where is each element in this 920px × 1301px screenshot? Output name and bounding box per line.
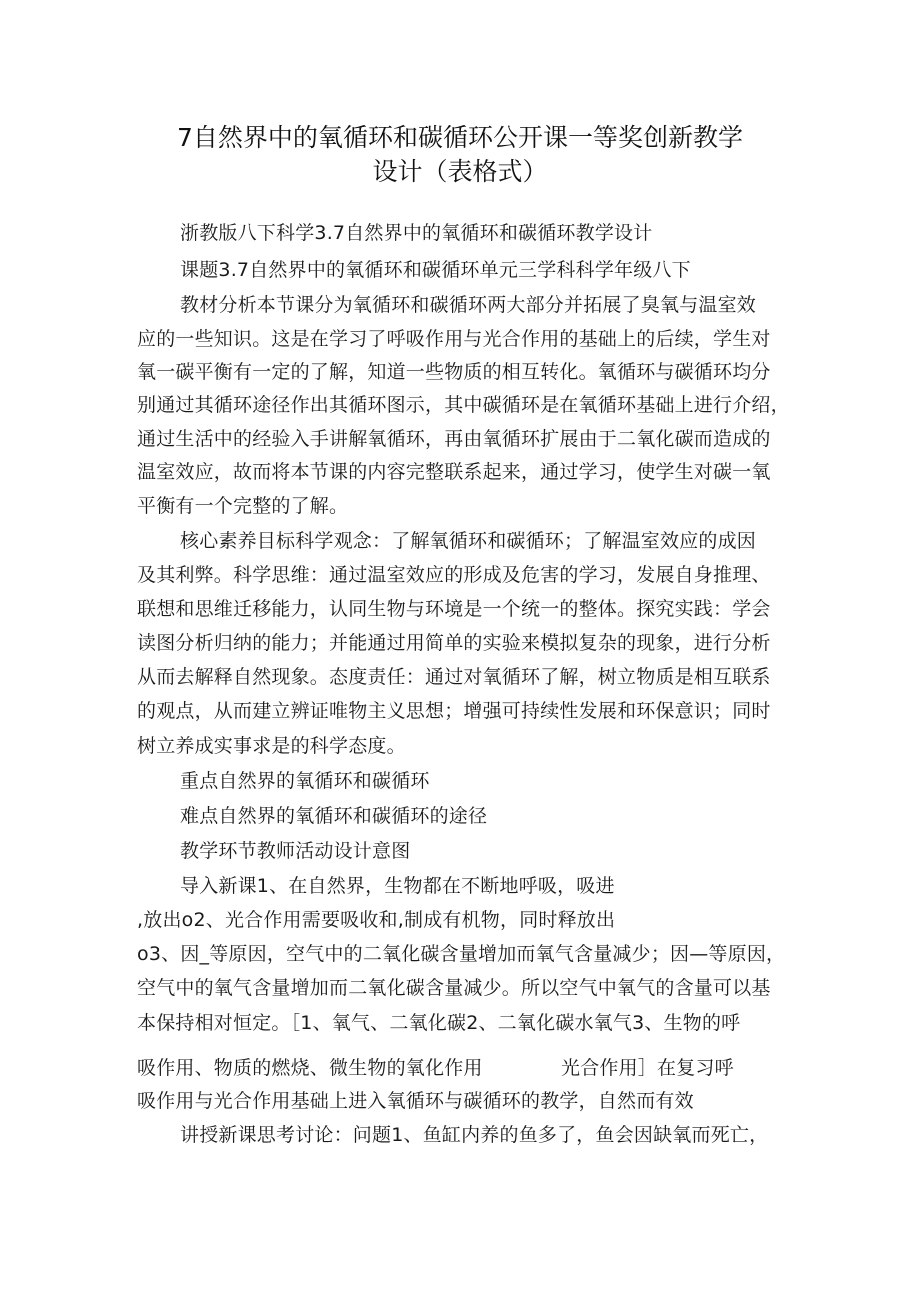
- body-line: 应的一些知识。这是在学习了呼吸作用与光合作用的基础上的后续，学生对: [137, 328, 771, 350]
- body-line: 重点自然界的氧循环和碳循环: [180, 770, 430, 792]
- body-line: 课题3.7自然界中的氧循环和碳循环单元三学科科学年级八下: [180, 259, 691, 281]
- body-line: 难点自然界的氧循环和碳循环的途径: [180, 805, 488, 827]
- body-line: 及其利弊。科学思维：通过温室效应的形成及危害的学习，发展自身推理、: [137, 564, 771, 586]
- body-line: 吸作用与光合作用基础上进入氧循环与碳循环的教学，自然而有效: [137, 1090, 694, 1112]
- body-line: o3、因_等原因，空气中的二氧化碳含量增加而氧气含量减少；因—等原因，: [137, 943, 786, 965]
- body-line: 讲授新课思考讨论：问题1、鱼缸内养的鱼多了，鱼会因缺氧而死亡，: [180, 1124, 769, 1146]
- body-line: 浙教版八下科学3.7自然界中的氧循环和碳循环教学设计: [180, 222, 653, 244]
- body-line: 空气中的氧气含量增加而二氧化碳含量减少。所以空气中氧气的含量可以基: [137, 977, 771, 999]
- body-line: 树立养成实事求是的科学态度。: [137, 735, 406, 757]
- body-line: 通过生活中的经验入手讲解氧循环，再由氧循环扩展由于二氧化碳而造成的: [137, 428, 771, 450]
- body-line: ,放出o2、光合作用需要吸收和,制成有机物，同时释放出: [137, 909, 616, 931]
- body-line: 温室效应，故而将本节课的内容完整联系起来，通过学习，使学生对碳一氧: [137, 461, 771, 483]
- body-line: 的观点，从而建立辨证唯物主义思想；增强可持续性发展和环保意识；同时: [137, 700, 771, 722]
- body-line: 别通过其循环途径作出其循环图示，其中碳循环是在氧循环基础上进行介绍，: [137, 394, 790, 416]
- body-line: 光合作用］在复习呼: [561, 1057, 734, 1079]
- document-title-line-1: 7自然界中的氧循环和碳循环公开课一等奖创新教学: [177, 123, 743, 152]
- body-line: 核心素养目标科学观念：了解氧循环和碳循环；了解温室效应的成因: [180, 530, 757, 552]
- body-line: 吸作用、物质的燃烧、微生物的氧化作用: [137, 1057, 483, 1079]
- body-line: 从而去解释自然现象。态度责任：通过对氧循环了解，树立物质是相互联系: [137, 666, 771, 688]
- body-line: 教学环节教师活动设计意图: [180, 840, 411, 862]
- body-line: 读图分析归纳的能力；并能通过用简单的实验来模拟复杂的现象，进行分析: [137, 632, 771, 654]
- body-line: 氧一碳平衡有一定的了解，知道一些物质的相互转化。氧循环与碳循环均分: [137, 361, 771, 383]
- body-line: 平衡有一个完整的了解。: [137, 495, 349, 517]
- body-line: 导入新课1、在自然界，生物都在不断地呼吸，吸进: [180, 875, 615, 897]
- body-line: 联想和思维迁移能力，认同生物与环境是一个统一的整体。探究实践：学会: [137, 598, 771, 620]
- document-title-line-2: 设计（表格式）: [372, 157, 548, 186]
- body-line: 教材分析本节课分为氧循环和碳循环两大部分并拓展了臭氧与温室效: [180, 294, 757, 316]
- body-line: 本保持相对恒定。［1、氧气、二氧化碳2、二氧化碳水氧气3、生物的呼: [137, 1012, 741, 1034]
